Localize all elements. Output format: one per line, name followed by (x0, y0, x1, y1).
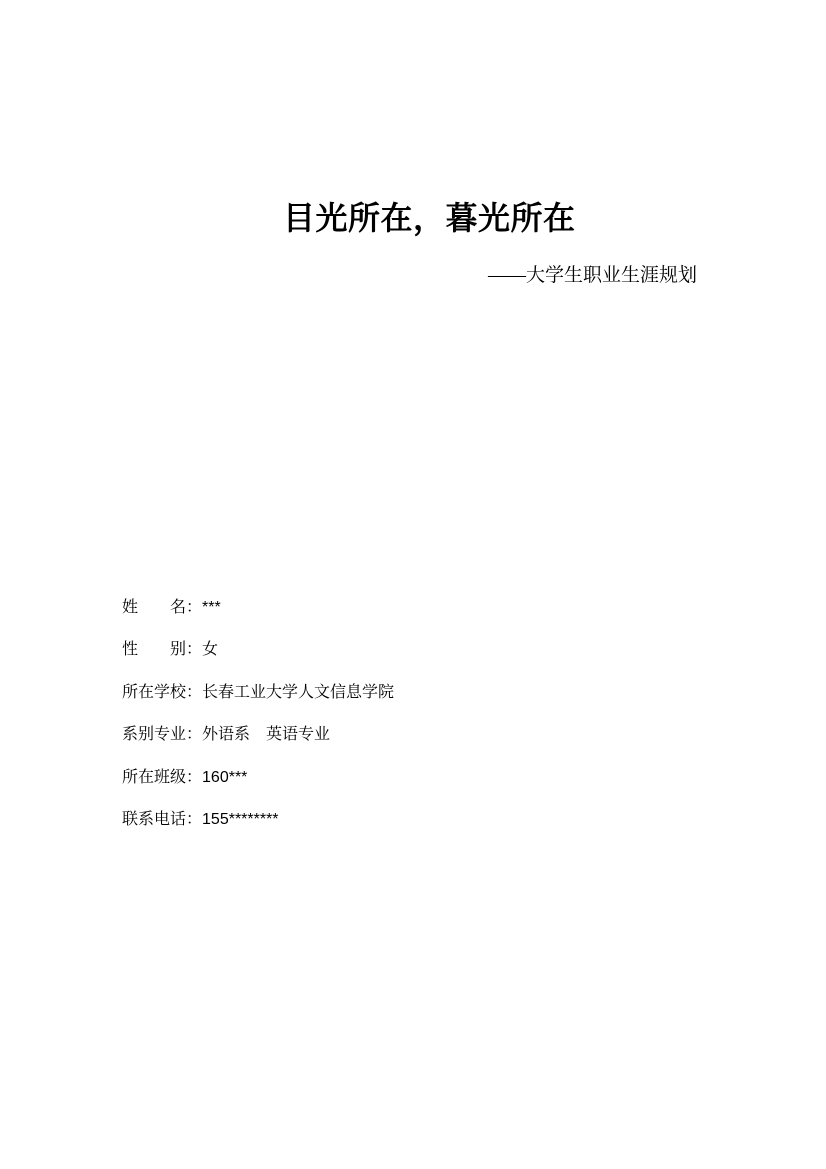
info-line-department (122, 714, 394, 756)
info-line-class (122, 757, 394, 799)
info-label-class: 所在班级： (122, 768, 203, 786)
info-label-gender: 性 别： (122, 641, 203, 659)
info-label-school: 所在学校： (122, 683, 203, 701)
info-value-name: *** (202, 599, 221, 616)
info-line-gender (122, 629, 394, 671)
info-label-department: 系别专业： (122, 726, 203, 744)
info-line-phone (122, 799, 394, 841)
info-block (122, 587, 394, 841)
info-line-name (122, 587, 394, 629)
info-value-class: 160*** (202, 768, 248, 786)
info-label-name: 姓 名： (122, 599, 203, 616)
info-value-department: 外语系 英语专业 (202, 726, 331, 744)
info-line-school (122, 672, 394, 714)
info-value-phone: 155******** (202, 811, 279, 829)
info-label-phone: 联系电话： (122, 811, 203, 829)
document-subtitle: ——大学生职业生涯规划 (488, 265, 698, 286)
info-value-school: 长春工业大学人文信息学院 (202, 683, 395, 701)
info-value-gender: 女 (202, 641, 219, 659)
document-title: 目光所在，暮光所在 (283, 200, 576, 236)
